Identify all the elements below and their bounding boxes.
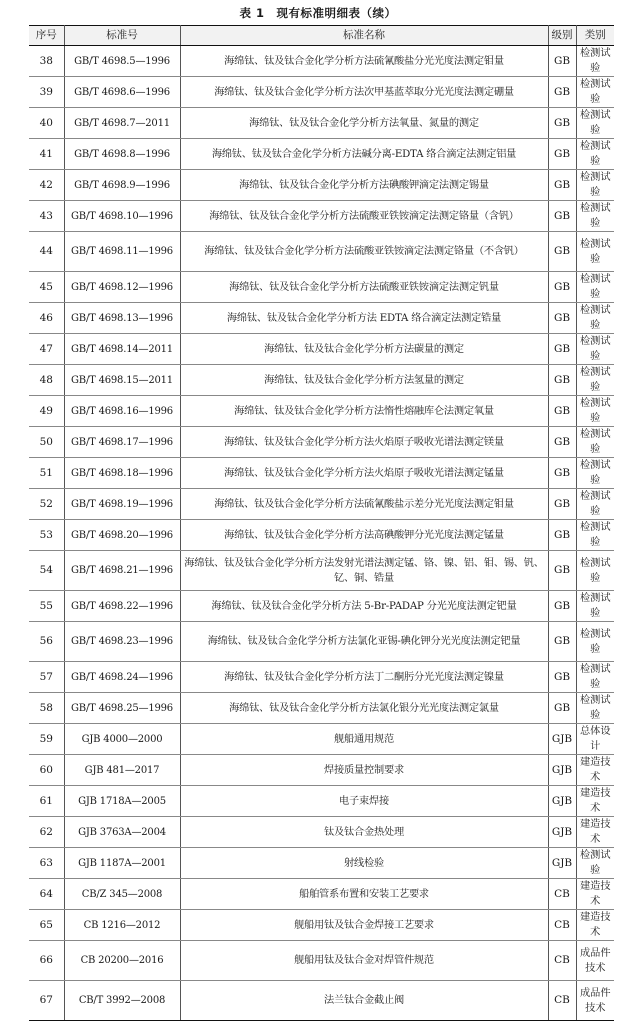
cell-level: GB bbox=[548, 108, 576, 139]
column-header-code: 标准号 bbox=[64, 26, 180, 46]
cell-standard-name: 海绵钛、钛及钛合金化学分析方法硫氰酸盐分光光度法测定钼量 bbox=[180, 46, 548, 77]
cell-category: 成品件技术 bbox=[576, 981, 614, 1021]
cell-standard-code: GB/T 4698.12—1996 bbox=[64, 272, 180, 303]
table-row bbox=[29, 724, 614, 755]
table-row bbox=[29, 489, 614, 520]
cell-level: GJB bbox=[548, 817, 576, 848]
cell-standard-name: 海绵钛、钛及钛合金化学分析方法硫酸亚铁铵滴定法测定钒量 bbox=[180, 272, 548, 303]
cell-standard-code: GB/T 4698.24—1996 bbox=[64, 662, 180, 693]
table-row bbox=[29, 622, 614, 662]
cell-standard-code: GJB 1187A—2001 bbox=[64, 848, 180, 879]
cell-standard-code: GB/T 4698.6—1996 bbox=[64, 77, 180, 108]
cell-level: GB bbox=[548, 303, 576, 334]
cell-standard-name: 船舶管系布置和安装工艺要求 bbox=[180, 879, 548, 910]
cell-level: GB bbox=[548, 693, 576, 724]
cell-category: 检测试验 bbox=[576, 77, 614, 108]
cell-number: 62 bbox=[29, 817, 64, 848]
table-row bbox=[29, 458, 614, 489]
cell-number: 43 bbox=[29, 201, 64, 232]
cell-level: GB bbox=[548, 520, 576, 551]
cell-category: 检测试验 bbox=[576, 303, 614, 334]
cell-number: 48 bbox=[29, 365, 64, 396]
cell-level: GB bbox=[548, 591, 576, 622]
cell-category: 检测试验 bbox=[576, 272, 614, 303]
cell-standard-code: GJB 481—2017 bbox=[64, 755, 180, 786]
cell-standard-code: GB/T 4698.23—1996 bbox=[64, 622, 180, 662]
cell-standard-name: 海绵钛、钛及钛合金化学分析方法硫酸亚铁铵滴定法测定铬量（含钒） bbox=[180, 201, 548, 232]
cell-category: 检测试验 bbox=[576, 396, 614, 427]
cell-level: GB bbox=[548, 551, 576, 591]
table-row bbox=[29, 334, 614, 365]
cell-standard-code: GJB 1718A—2005 bbox=[64, 786, 180, 817]
cell-standard-name: 海绵钛、钛及钛合金化学分析方法丁二酮肟分光光度法测定镍量 bbox=[180, 662, 548, 693]
cell-number: 56 bbox=[29, 622, 64, 662]
cell-category: 检测试验 bbox=[576, 489, 614, 520]
cell-category: 检测试验 bbox=[576, 693, 614, 724]
cell-number: 66 bbox=[29, 941, 64, 981]
cell-standard-name: 舰船用钛及钛合金焊接工艺要求 bbox=[180, 910, 548, 941]
cell-standard-name: 海绵钛、钛及钛合金化学分析方法惰性熔融库仑法测定氧量 bbox=[180, 396, 548, 427]
cell-category: 检测试验 bbox=[576, 170, 614, 201]
cell-standard-name: 焊接质量控制要求 bbox=[180, 755, 548, 786]
cell-standard-name: 海绵钛、钛及钛合金化学分析方法碘酸钾滴定法测定锡量 bbox=[180, 170, 548, 201]
cell-category: 检测试验 bbox=[576, 427, 614, 458]
cell-category: 总体设计 bbox=[576, 724, 614, 755]
cell-category: 建造技术 bbox=[576, 910, 614, 941]
cell-standard-name: 海绵钛、钛及钛合金化学分析方法 5-Br-PADAP 分光光度法测定钯量 bbox=[180, 591, 548, 622]
table-header-row bbox=[29, 26, 614, 46]
cell-level: CB bbox=[548, 910, 576, 941]
cell-standard-name: 海绵钛、钛及钛合金化学分析方法碱分离-EDTA 络合滴定法测定铝量 bbox=[180, 139, 548, 170]
cell-standard-code: GB/T 4698.17—1996 bbox=[64, 427, 180, 458]
cell-standard-name: 海绵钛、钛及钛合金化学分析方法氯化银分光光度法测定氯量 bbox=[180, 693, 548, 724]
cell-standard-code: GB/T 4698.9—1996 bbox=[64, 170, 180, 201]
cell-category: 检测试验 bbox=[576, 520, 614, 551]
cell-level: GB bbox=[548, 396, 576, 427]
cell-level: GJB bbox=[548, 724, 576, 755]
cell-level: GB bbox=[548, 458, 576, 489]
cell-number: 47 bbox=[29, 334, 64, 365]
cell-standard-name: 法兰钛合金截止阀 bbox=[180, 981, 548, 1021]
cell-standard-name: 海绵钛、钛及钛合金化学分析方法硫氰酸盐示差分光光度法测定钼量 bbox=[180, 489, 548, 520]
cell-number: 58 bbox=[29, 693, 64, 724]
cell-number: 59 bbox=[29, 724, 64, 755]
cell-level: GB bbox=[548, 427, 576, 458]
table-row bbox=[29, 46, 614, 77]
cell-number: 45 bbox=[29, 272, 64, 303]
cell-level: GB bbox=[548, 334, 576, 365]
cell-number: 60 bbox=[29, 755, 64, 786]
cell-standard-name: 海绵钛、钛及钛合金化学分析方法高碘酸钾分光光度法测定锰量 bbox=[180, 520, 548, 551]
table-body bbox=[29, 46, 614, 1021]
cell-standard-name: 射线检验 bbox=[180, 848, 548, 879]
cell-number: 41 bbox=[29, 139, 64, 170]
cell-standard-code: CB 20200—2016 bbox=[64, 941, 180, 981]
cell-number: 51 bbox=[29, 458, 64, 489]
cell-category: 检测试验 bbox=[576, 591, 614, 622]
table-row bbox=[29, 396, 614, 427]
cell-category: 检测试验 bbox=[576, 365, 614, 396]
cell-level: GJB bbox=[548, 786, 576, 817]
table-row bbox=[29, 108, 614, 139]
cell-level: CB bbox=[548, 879, 576, 910]
cell-standard-code: GB/T 4698.10—1996 bbox=[64, 201, 180, 232]
cell-standard-code: GB/T 4698.18—1996 bbox=[64, 458, 180, 489]
table-row bbox=[29, 981, 614, 1021]
cell-standard-code: GB/T 4698.19—1996 bbox=[64, 489, 180, 520]
cell-standard-name: 电子束焊接 bbox=[180, 786, 548, 817]
cell-standard-code: GB/T 4698.15—2011 bbox=[64, 365, 180, 396]
cell-category: 检测试验 bbox=[576, 458, 614, 489]
cell-level: GJB bbox=[548, 848, 576, 879]
cell-level: GB bbox=[548, 201, 576, 232]
cell-number: 67 bbox=[29, 981, 64, 1021]
cell-category: 检测试验 bbox=[576, 334, 614, 365]
cell-standard-name: 海绵钛、钛及钛合金化学分析方法火焰原子吸收光谱法测定锰量 bbox=[180, 458, 548, 489]
cell-number: 63 bbox=[29, 848, 64, 879]
column-header-name: 标准名称 bbox=[180, 26, 548, 46]
cell-category: 检测试验 bbox=[576, 848, 614, 879]
cell-standard-name: 海绵钛、钛及钛合金化学分析方法硫酸亚铁铵滴定法测定铬量（不含钒） bbox=[180, 232, 548, 272]
table-row bbox=[29, 201, 614, 232]
cell-level: GJB bbox=[548, 755, 576, 786]
table-row bbox=[29, 879, 614, 910]
table-row bbox=[29, 170, 614, 201]
cell-number: 52 bbox=[29, 489, 64, 520]
cell-level: GB bbox=[548, 662, 576, 693]
column-header-no: 序号 bbox=[29, 26, 64, 46]
cell-standard-code: GB/T 4698.20—1996 bbox=[64, 520, 180, 551]
cell-standard-name: 海绵钛、钛及钛合金化学分析方法氯化亚锡-碘化钾分光光度法测定钯量 bbox=[180, 622, 548, 662]
cell-category: 检测试验 bbox=[576, 201, 614, 232]
cell-level: GB bbox=[548, 232, 576, 272]
cell-standard-code: GJB 4000—2000 bbox=[64, 724, 180, 755]
table-row bbox=[29, 551, 614, 591]
cell-number: 57 bbox=[29, 662, 64, 693]
table-row bbox=[29, 520, 614, 551]
cell-number: 55 bbox=[29, 591, 64, 622]
table-row bbox=[29, 817, 614, 848]
column-header-level: 级别 bbox=[548, 26, 576, 46]
cell-category: 检测试验 bbox=[576, 108, 614, 139]
cell-number: 53 bbox=[29, 520, 64, 551]
cell-number: 39 bbox=[29, 77, 64, 108]
cell-number: 64 bbox=[29, 879, 64, 910]
cell-level: GB bbox=[548, 46, 576, 77]
cell-standard-code: GB/T 4698.5—1996 bbox=[64, 46, 180, 77]
cell-standard-code: CB/Z 345—2008 bbox=[64, 879, 180, 910]
cell-level: CB bbox=[548, 941, 576, 981]
cell-level: GB bbox=[548, 272, 576, 303]
standards-table bbox=[29, 25, 614, 1021]
cell-standard-code: GB/T 4698.21—1996 bbox=[64, 551, 180, 591]
cell-standard-name: 海绵钛、钛及钛合金化学分析方法发射光谱法测定锰、铬、镍、铝、钼、锡、钒、钇、铜、锆量 bbox=[180, 551, 548, 591]
table-row bbox=[29, 941, 614, 981]
cell-category: 检测试验 bbox=[576, 232, 614, 272]
cell-standard-code: GB/T 4698.16—1996 bbox=[64, 396, 180, 427]
cell-level: GB bbox=[548, 139, 576, 170]
table-row bbox=[29, 365, 614, 396]
table-row bbox=[29, 591, 614, 622]
cell-standard-code: GB/T 4698.11—1996 bbox=[64, 232, 180, 272]
cell-standard-code: GB/T 4698.22—1996 bbox=[64, 591, 180, 622]
table-row bbox=[29, 786, 614, 817]
cell-category: 建造技术 bbox=[576, 755, 614, 786]
cell-category: 检测试验 bbox=[576, 551, 614, 591]
cell-standard-name: 海绵钛、钛及钛合金化学分析方法次甲基蓝萃取分光光度法测定硼量 bbox=[180, 77, 548, 108]
cell-standard-name: 舰船通用规范 bbox=[180, 724, 548, 755]
table-caption: 表 1 现有标准明细表（续） bbox=[239, 6, 397, 20]
cell-number: 50 bbox=[29, 427, 64, 458]
cell-level: GB bbox=[548, 622, 576, 662]
cell-standard-name: 海绵钛、钛及钛合金化学分析方法氧量、氮量的测定 bbox=[180, 108, 548, 139]
cell-standard-code: CB 1216—2012 bbox=[64, 910, 180, 941]
cell-standard-name: 海绵钛、钛及钛合金化学分析方法氢量的测定 bbox=[180, 365, 548, 396]
cell-standard-code: GB/T 4698.13—1996 bbox=[64, 303, 180, 334]
cell-category: 成品件技术 bbox=[576, 941, 614, 981]
table-row bbox=[29, 755, 614, 786]
cell-category: 建造技术 bbox=[576, 817, 614, 848]
table-row bbox=[29, 848, 614, 879]
cell-category: 检测试验 bbox=[576, 622, 614, 662]
table-row bbox=[29, 693, 614, 724]
cell-standard-name: 海绵钛、钛及钛合金化学分析方法 EDTA 络合滴定法测定锆量 bbox=[180, 303, 548, 334]
cell-number: 38 bbox=[29, 46, 64, 77]
cell-standard-code: CB/T 3992—2008 bbox=[64, 981, 180, 1021]
cell-level: GB bbox=[548, 77, 576, 108]
table-row bbox=[29, 662, 614, 693]
table-row bbox=[29, 910, 614, 941]
cell-number: 46 bbox=[29, 303, 64, 334]
cell-category: 检测试验 bbox=[576, 662, 614, 693]
cell-standard-name: 海绵钛、钛及钛合金化学分析方法火焰原子吸收光谱法测定镁量 bbox=[180, 427, 548, 458]
cell-number: 49 bbox=[29, 396, 64, 427]
table-row bbox=[29, 303, 614, 334]
cell-number: 42 bbox=[29, 170, 64, 201]
table-row bbox=[29, 427, 614, 458]
cell-standard-code: GB/T 4698.25—1996 bbox=[64, 693, 180, 724]
cell-category: 建造技术 bbox=[576, 786, 614, 817]
table-row bbox=[29, 272, 614, 303]
cell-number: 61 bbox=[29, 786, 64, 817]
cell-number: 40 bbox=[29, 108, 64, 139]
table-row bbox=[29, 77, 614, 108]
cell-standard-name: 舰船用钛及钛合金对焊管件规范 bbox=[180, 941, 548, 981]
cell-category: 检测试验 bbox=[576, 139, 614, 170]
cell-standard-code: GB/T 4698.8—1996 bbox=[64, 139, 180, 170]
column-header-category: 类别 bbox=[576, 26, 614, 46]
cell-standard-name: 钛及钛合金热处理 bbox=[180, 817, 548, 848]
cell-level: GB bbox=[548, 365, 576, 396]
cell-number: 54 bbox=[29, 551, 64, 591]
table-row bbox=[29, 139, 614, 170]
cell-standard-code: GB/T 4698.14—2011 bbox=[64, 334, 180, 365]
cell-standard-code: GB/T 4698.7—2011 bbox=[64, 108, 180, 139]
cell-standard-code: GJB 3763A—2004 bbox=[64, 817, 180, 848]
cell-category: 建造技术 bbox=[576, 879, 614, 910]
cell-level: GB bbox=[548, 170, 576, 201]
cell-standard-name: 海绵钛、钛及钛合金化学分析方法碳量的测定 bbox=[180, 334, 548, 365]
cell-number: 44 bbox=[29, 232, 64, 272]
cell-category: 检测试验 bbox=[576, 46, 614, 77]
cell-number: 65 bbox=[29, 910, 64, 941]
cell-level: CB bbox=[548, 981, 576, 1021]
table-row bbox=[29, 232, 614, 272]
cell-level: GB bbox=[548, 489, 576, 520]
